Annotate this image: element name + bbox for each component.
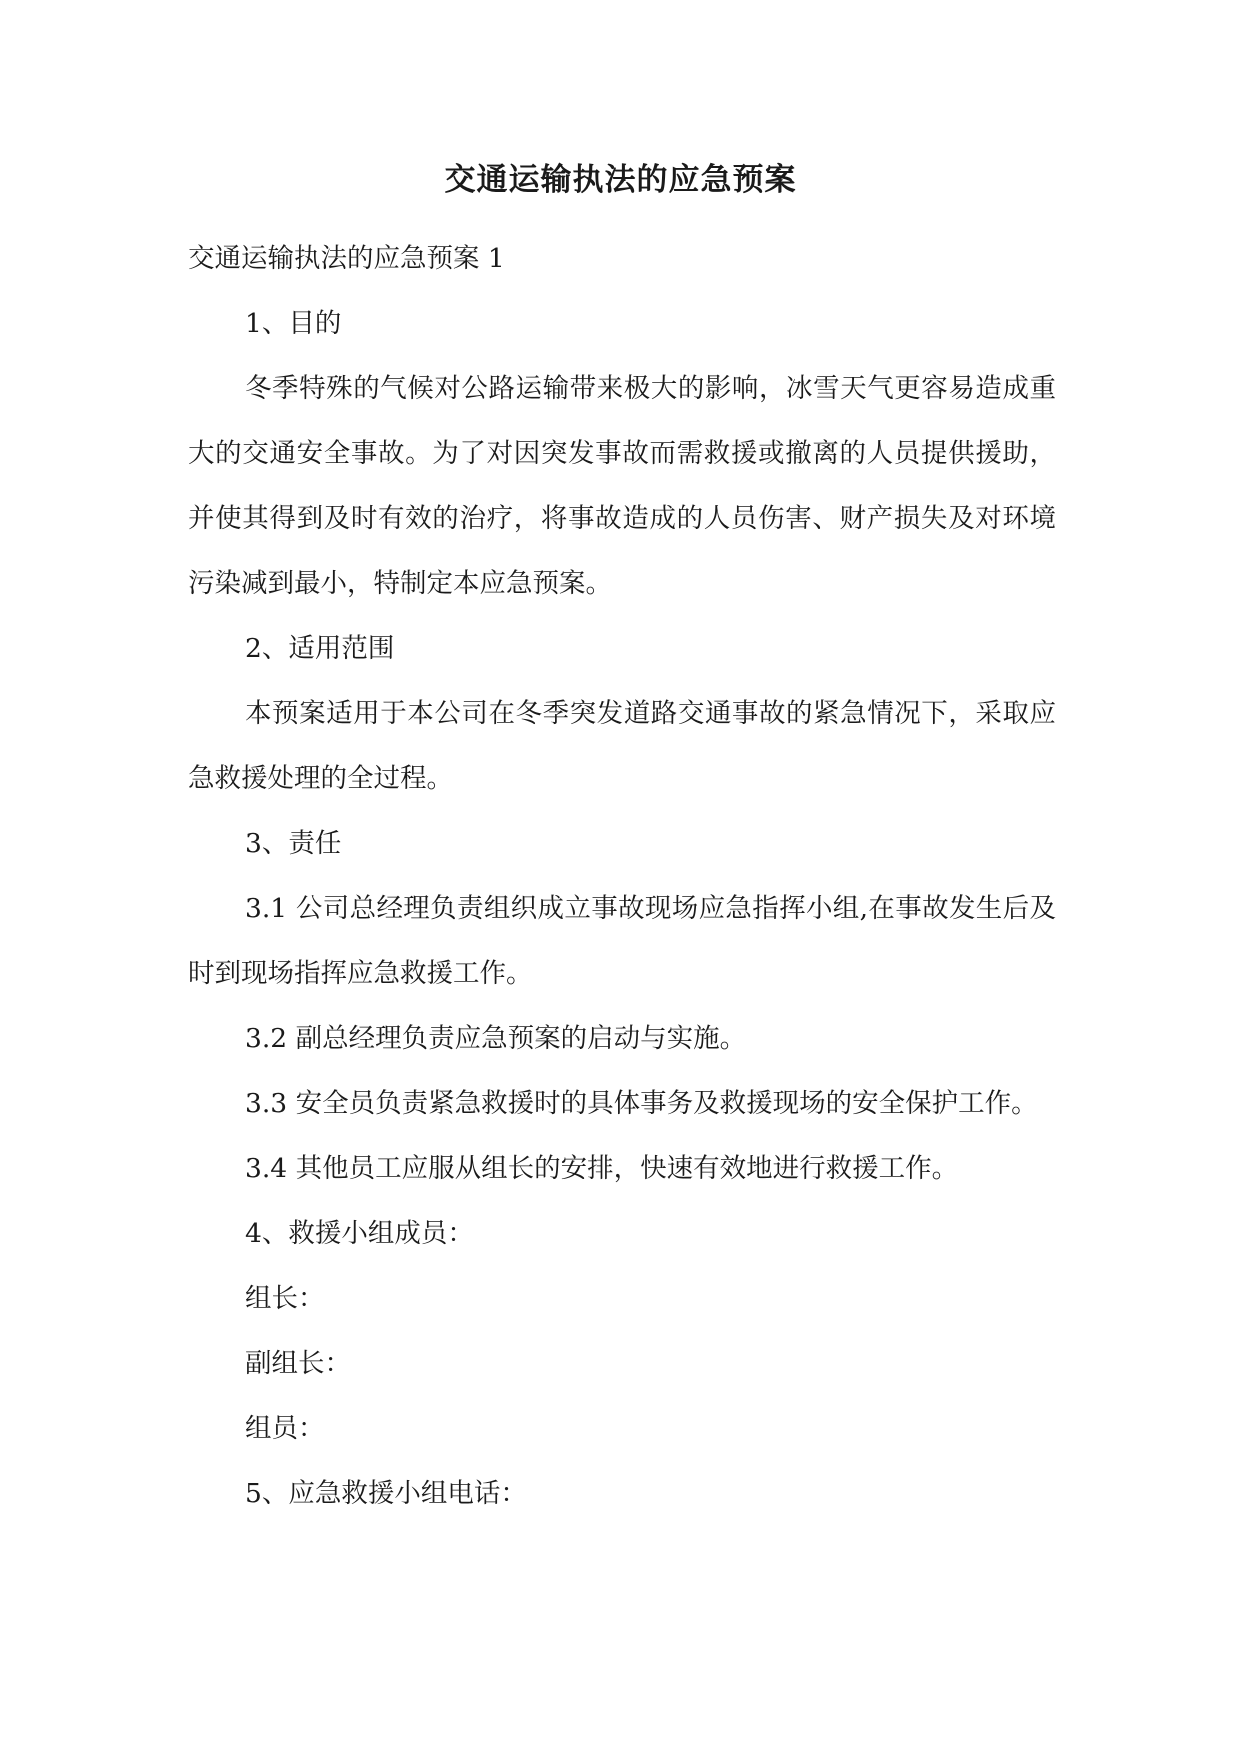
deputy-leader-line: 副组长： <box>245 1348 351 1379</box>
document-body <box>188 226 1056 1526</box>
section-heading: 交通运输执法的应急预案 1 <box>188 243 505 274</box>
paragraph-scope: 本预案适用于本公司在冬季突发道路交通事故的紧急情况下，采取应急救援处理的全过程。 <box>188 698 1056 794</box>
team-members-line: 组员： <box>245 1413 325 1444</box>
subheading-scope: 2、适用范围 <box>245 633 395 664</box>
subheading-rescue-phone: 5、应急救援小组电话： <box>245 1478 527 1509</box>
subheading-purpose: 1、目的 <box>245 308 342 339</box>
paragraph-responsibility-3-3: 3.3 安全员负责紧急救援时的具体事务及救援现场的安全保护工作。 <box>245 1088 1038 1119</box>
paragraph-responsibility-3-2: 3.2 副总经理负责应急预案的启动与实施。 <box>245 1023 747 1054</box>
subheading-rescue-team: 4、救援小组成员： <box>245 1218 474 1249</box>
paragraph-responsibility-3-4: 3.4 其他员工应服从组长的安排，快速有效地进行救援工作。 <box>245 1153 959 1184</box>
team-leader-line: 组长： <box>245 1283 325 1314</box>
paragraph-responsibility-3-1: 3.1 公司总经理负责组织成立事故现场应急指挥小组,在事故发生后及时到现场指挥应急救援工作。 <box>188 893 1056 989</box>
paragraph-purpose: 冬季特殊的气候对公路运输带来极大的影响，冰雪天气更容易造成重大的交通安全事故。为了对因突发事故而需救援或撤离的人员提供援助，并使其得到及时有效的治疗，将事故造成的人员伤害、财产损失及对环境污染减到最小，特制定本应急预案。 <box>188 373 1056 599</box>
subheading-responsibility: 3、责任 <box>245 828 342 859</box>
document-title: 交通运输执法的应急预案 <box>444 162 797 198</box>
